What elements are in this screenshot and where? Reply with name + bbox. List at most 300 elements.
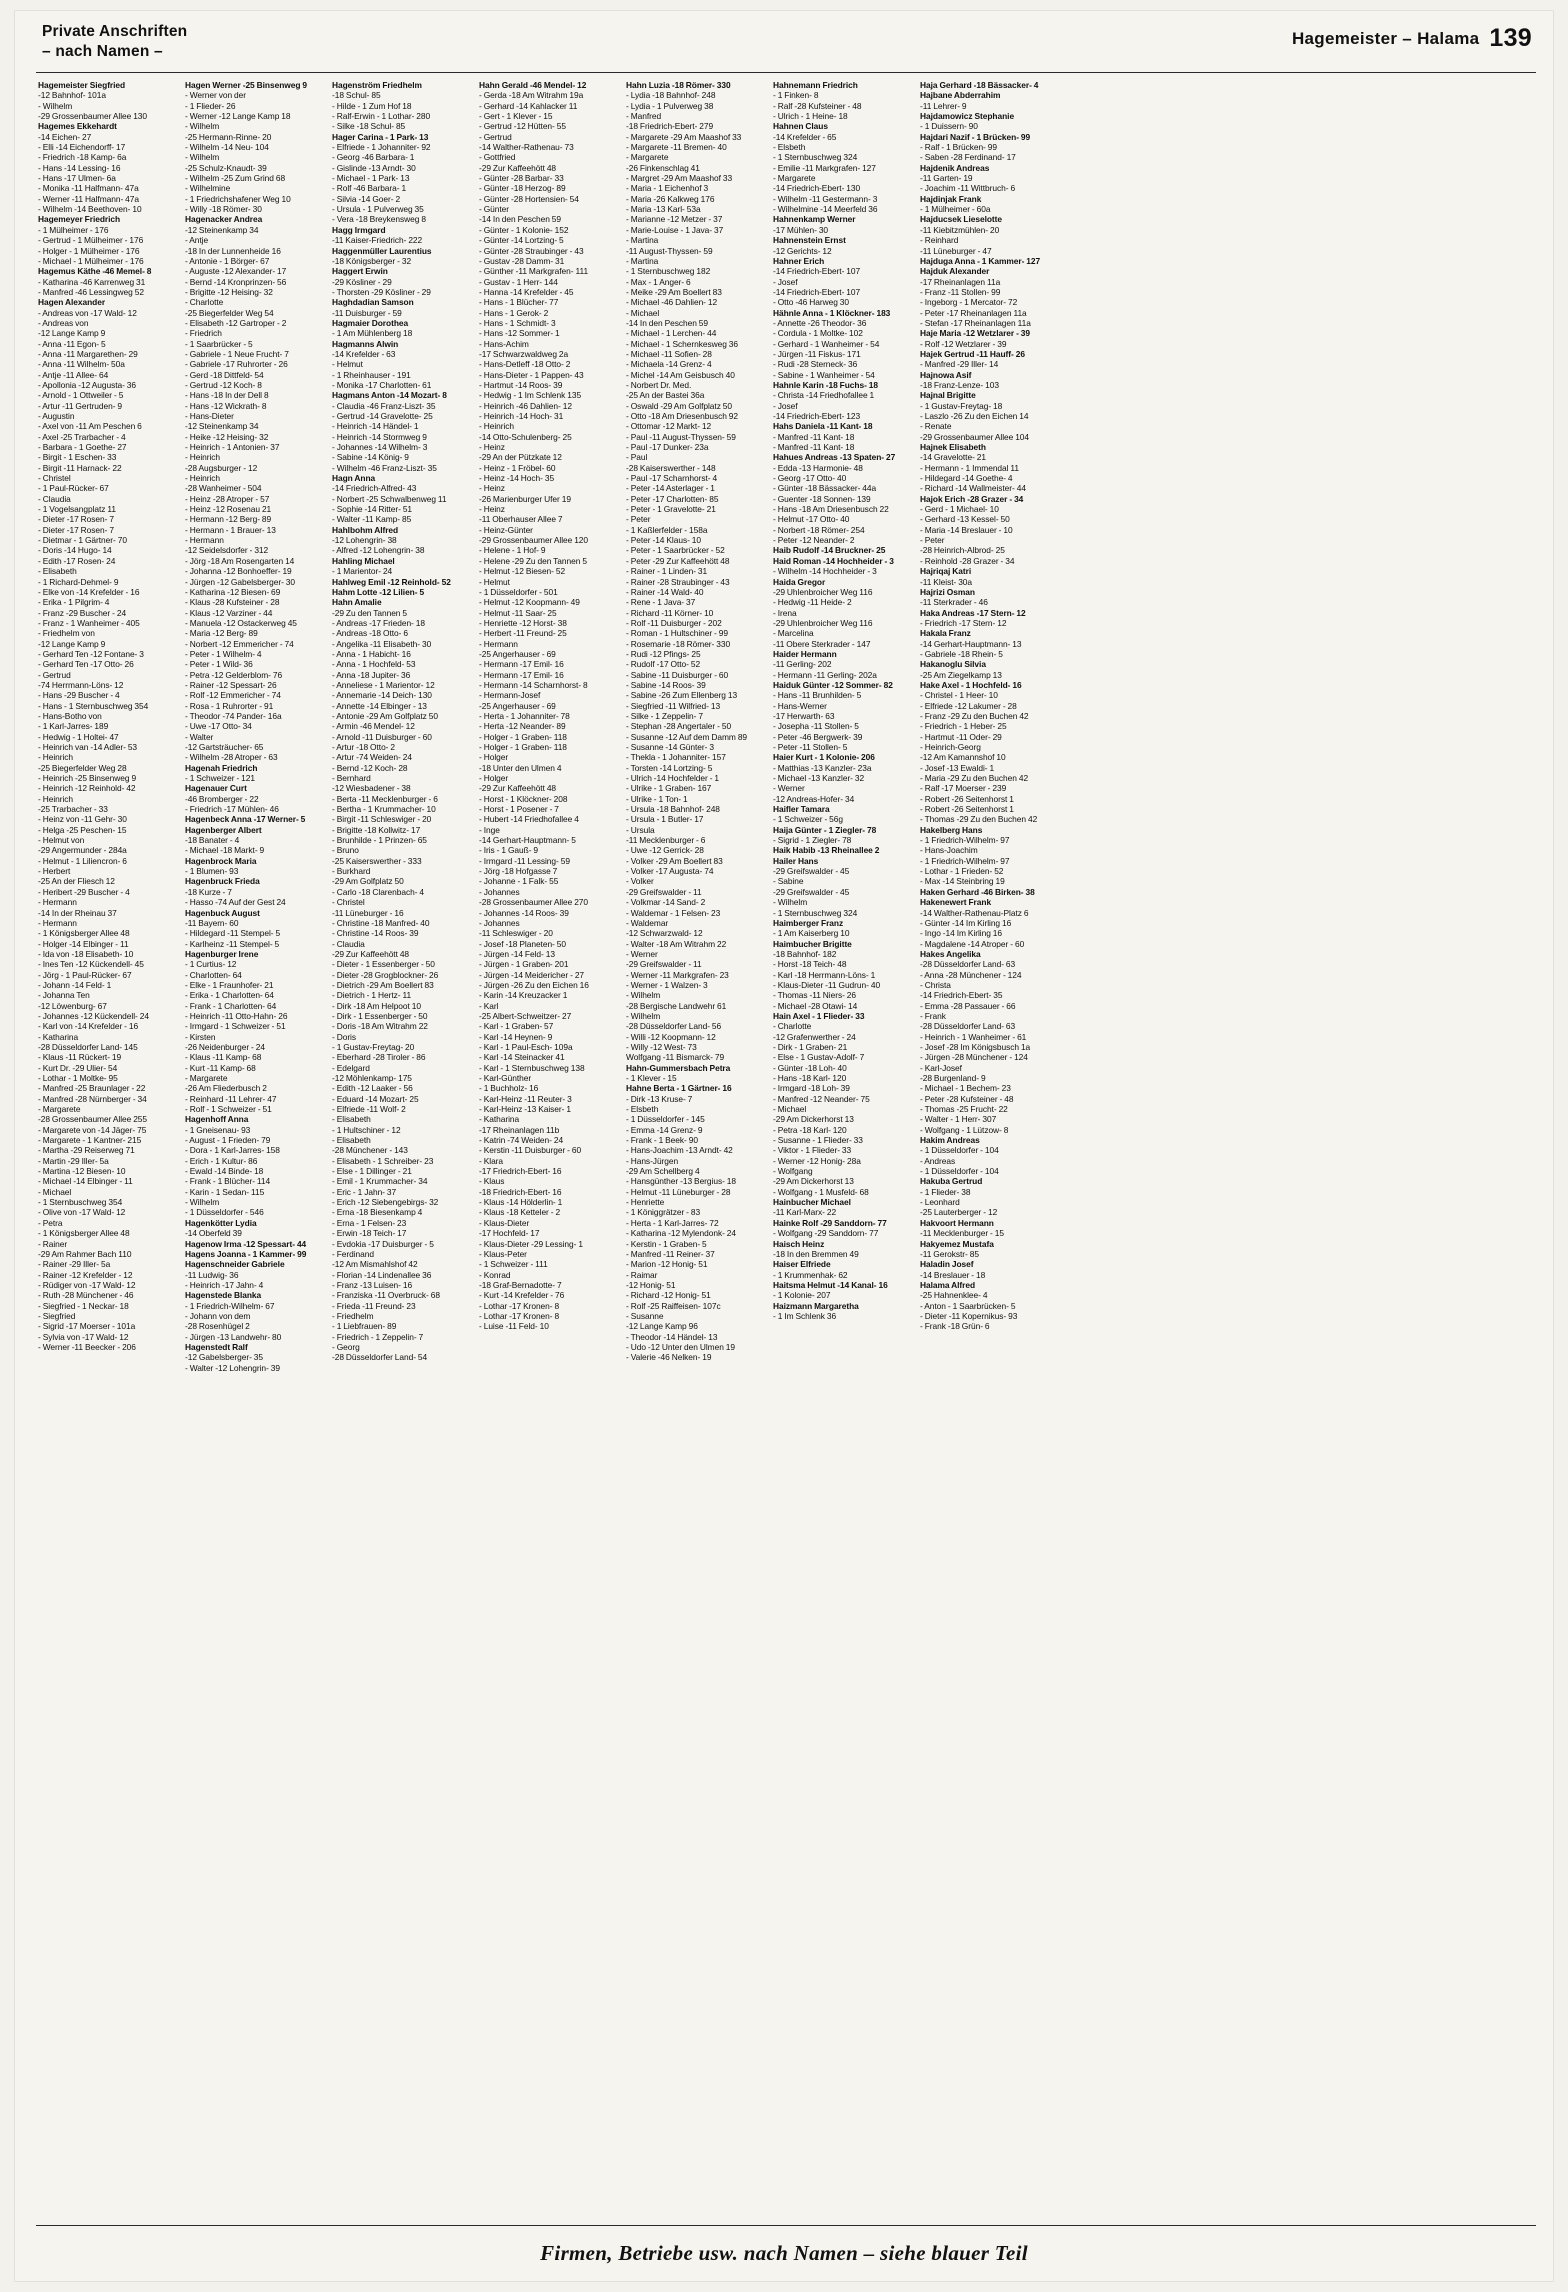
entry-line: -25 Hermann-Rinne- 20 (185, 131, 272, 142)
surname-entry: Hajdari Nazif - 1 Brücken- 99 (920, 131, 1031, 142)
entry-line: - Artur -18 Otto- 2 (332, 742, 396, 752)
entry-line: - Lydia - 1 Pulverweg 38 (626, 100, 714, 111)
entry-line: - Jürgen -14 Feld- 13 (479, 948, 555, 959)
entry-line: - Michael -18 Markt- 9 (185, 845, 265, 856)
surname-entry: Hajok Erich -28 Grazer - 34 (920, 493, 1024, 504)
entry-line: -25 Hahnenklee- 4 (920, 1290, 988, 1301)
entry-line: - Wilhelm -14 Neu- 104 (185, 142, 269, 153)
directory-columns (38, 80, 1536, 2208)
entry-line: - Michel -14 Am Geisbusch 40 (626, 369, 735, 380)
entry-line: - Frank - 1 Charlotten- 64 (185, 1000, 277, 1011)
entry-line: - Eduard -14 Mozart- 25 (332, 1093, 419, 1104)
entry-line: - Walter -18 Am Witrahm 22 (626, 938, 727, 949)
entry-line: - Erika - 1 Pilgrim- 4 (38, 597, 110, 608)
entry-line: -28 Grossenbaumer Allee 270 (479, 897, 589, 908)
entry-line: -29 Uhlenbroicher Weg 116 (773, 617, 873, 628)
entry-line: - Hermann -11 Gerling- 202a (773, 669, 877, 680)
surname-entry: Hakim Andreas (920, 1135, 980, 1146)
entry-line: - Hans -11 Brunhilden- 5 (773, 690, 862, 701)
entry-line: - 1 Sternbuschweg 182 (626, 266, 711, 277)
entry-line: -29 Uhlenbroicher Weg 116 (773, 586, 873, 597)
entry-line: - Helmut -12 Koopmann- 49 (479, 597, 580, 608)
entry-line: - Ursula -18 Bahnhof- 248 (626, 804, 720, 815)
entry-line: - Siegfried (38, 1310, 76, 1321)
surname-entry: Haik Habib -13 Rheinallee 2 (773, 845, 880, 856)
entry-line: -18 Kurze - 7 (185, 886, 232, 897)
entry-line: - Peter -11 Stollen- 5 (773, 742, 848, 752)
entry-line: - Inge (479, 824, 500, 835)
surname-entry: Hailer Hans (773, 855, 819, 866)
entry-line: - 1 Mülheimer - 176 (38, 224, 109, 235)
entry-line: - Kerstin - 1 Graben- 5 (626, 1238, 707, 1249)
entry-line: - 1 Schweizer - 56g (773, 814, 843, 825)
surname-entry: Hajbane Abderrahim (920, 90, 1001, 101)
entry-line: -29 Zur Kaffeehött 48 (479, 162, 557, 173)
entry-line: - Helmut (332, 359, 363, 370)
entry-line: - Wilhelm -46 Franz-Liszt- 35 (332, 462, 437, 473)
surname-entry: Hagenschneider Gabriele (185, 1259, 285, 1270)
entry-line: - 1 Düsseldorfer - 145 (626, 1114, 705, 1125)
surname-entry: Hahner Erich (773, 255, 825, 266)
entry-line: - Ulrich - 1 Heine- 18 (773, 111, 848, 122)
entry-line: - Gerhard - 1 Wanheimer - 54 (773, 338, 880, 349)
entry-line: - Gabriele -17 Ruhrorter - 26 (185, 359, 288, 370)
entry-line: - Lydia -18 Bahnhof- 248 (626, 90, 716, 101)
entry-line: - Siegfried - 1 Neckar- 18 (38, 1300, 129, 1311)
surname-entry: Hahlweg Emil -12 Reinhold- 52 (332, 576, 451, 587)
entry-line: - Margarete - 1 Kantner- 215 (38, 1135, 142, 1146)
entry-line: - Gottfried (479, 152, 516, 163)
entry-line: - Stephan -28 Angertaler - 50 (626, 721, 732, 732)
entry-line: - Hans -17 Ulmen- 6a (38, 173, 116, 184)
entry-line: - Jörg -18 Hofgasse 7 (479, 866, 558, 877)
header-running-head (1292, 24, 1532, 53)
entry-line: -28 Wanheimer - 504 (185, 483, 262, 494)
entry-line: - Franz -13 Luisen- 16 (332, 1279, 413, 1290)
entry-line: - Helmut -11 Saar- 25 (479, 607, 557, 618)
entry-line: - Birgit -11 Harnack- 22 (38, 462, 122, 473)
entry-line: - Helmut von (38, 835, 85, 846)
surname-entry: Haitsma Helmut -14 Kanal- 16 (773, 1279, 888, 1290)
entry-line: - Erna -18 Biesenkamp 4 (332, 1207, 423, 1218)
entry-line: -14 Friedrich-Ebert- 123 (773, 411, 861, 421)
entry-line: - Theodor -74 Pander- 16a (185, 710, 282, 721)
entry-line: - Joachim -11 Wittbruch- 6 (920, 183, 1016, 194)
entry-line: - Wilhelm (185, 1197, 220, 1208)
entry-line: - Rainer -29 Iller- 5a (38, 1259, 111, 1270)
header-name-range: Hagemeister – Halama (1291, 29, 1480, 48)
entry-line: - Wilhelm -25 Zum Grind 68 (185, 173, 286, 184)
entry-line: - Charlotte (185, 297, 224, 308)
entry-line: -29 Am Golfplatz 50 (332, 876, 404, 887)
entry-line: - Hermann (479, 638, 518, 649)
entry-line: - Maria - 1 Eichenhof 3 (626, 183, 709, 194)
entry-line: - Karl - 1 Paul-Esch- 109a (479, 1041, 573, 1052)
entry-line: - Martin -29 Iller- 5a (38, 1155, 109, 1166)
entry-line: - Ralf-Erwin - 1 Lothar- 280 (332, 111, 431, 122)
entry-line: - Dieter -28 Grogblockner- 26 (332, 969, 439, 980)
entry-line: - Heinz (479, 504, 505, 515)
entry-line: - Heinrich (479, 421, 515, 432)
entry-line: - Brigitte -12 Heising- 32 (185, 286, 273, 297)
entry-line: - Anneliese - 1 Marientor- 12 (332, 679, 435, 690)
entry-line: -12 Gerichts- 12 (773, 245, 832, 256)
entry-line: -14 Eichen- 27 (38, 131, 92, 142)
entry-line: - Doris -14 Hugo- 14 (38, 545, 112, 556)
entry-line: - Horst - 1 Klöckner- 208 (479, 793, 568, 804)
entry-line: - Herta - 1 Karl-Jarres- 72 (626, 1217, 719, 1228)
surname-entry: Hajek Gertrud -11 Hauff- 26 (920, 348, 1025, 359)
entry-line: - Rainer -12 Krefelder - 12 (38, 1269, 133, 1280)
entry-line: - Hanna -14 Krefelder - 45 (479, 286, 574, 297)
entry-line: - Rolf -11 Duisburger - 202 (626, 617, 722, 628)
entry-line: - Johanne - 1 Falk- 55 (479, 876, 559, 887)
entry-line: - Frank - 1 Beek- 90 (626, 1135, 698, 1146)
entry-line: - Antonie -29 Am Golfplatz 50 (332, 710, 438, 721)
entry-line: -11 Sterkrader - 46 (920, 597, 988, 608)
entry-line: - Robert -26 Seitenhorst 1 (920, 804, 1014, 815)
entry-line: - Karin -14 Kreuzacker 1 (479, 990, 568, 1001)
surname-entry: Hainke Rolf -29 Sanddorn- 77 (773, 1217, 887, 1228)
surname-entry: Hagenhoff Anna (185, 1114, 249, 1125)
entry-line: - Gabriele - 1 Neue Frucht- 7 (185, 348, 289, 359)
entry-line: - Dieter -17 Rosen- 7 (38, 514, 114, 525)
entry-line: - Silke - 1 Zeppelin- 7 (626, 710, 703, 721)
surname-entry: Hagg Irmgard (332, 224, 386, 235)
entry-line: - Dieter -17 Rosen- 7 (38, 524, 114, 535)
entry-line: - Friedhelm von (38, 628, 95, 639)
entry-line: - Oswald -29 Am Golfplatz 50 (626, 400, 733, 411)
entry-line: - Gabriele -18 Rhein- 5 (920, 648, 1003, 659)
surname-entry: Hahling Michael (332, 555, 395, 566)
entry-line: - Manfred -25 Braunlager - 22 (38, 1083, 146, 1094)
surname-entry: Hakelberg Hans (920, 824, 983, 835)
entry-line: - Sabine -14 König- 9 (332, 452, 409, 463)
entry-line: - Claudia (38, 493, 71, 504)
surname-entry: Hagenstede Blanka (185, 1290, 262, 1301)
entry-line: - Klaus -28 Kufsteiner - 28 (185, 597, 280, 608)
entry-line: - Hans -12 Wickrath- 8 (185, 400, 267, 411)
entry-line: - Günter -28 Hortensien- 54 (479, 193, 579, 204)
entry-line: - Irmgard - 1 Schweizer - 51 (185, 1021, 286, 1032)
entry-line: - Erich - 1 Kultur- 86 (185, 1155, 258, 1166)
entry-line: - 1 Düsseldorfer - 546 (185, 1207, 264, 1218)
entry-line: - Günter -28 Barbar- 33 (479, 173, 564, 184)
entry-line: - Matthias -13 Kanzler- 23a (773, 762, 872, 773)
entry-line: - Jürgen -11 Fiskus- 171 (773, 348, 861, 359)
entry-line: - Karl-Heinz -11 Reuter- 3 (479, 1093, 572, 1104)
entry-line: - Gerhard -14 Kahlacker 11 (479, 100, 578, 111)
entry-line: - Walter - 1 Herr- 307 (920, 1114, 997, 1125)
entry-line: - Hans -12 Sommer- 1 (479, 328, 560, 339)
entry-line: - Helmut -12 Biesen- 52 (479, 566, 566, 577)
entry-line: - Rolf - 1 Schweizer - 51 (185, 1104, 272, 1115)
entry-line: - Hasso -74 Auf der Gest 24 (185, 897, 286, 908)
entry-line: - Hans - 1 Blücher- 77 (479, 297, 559, 308)
entry-line: - Emilie -11 Markgrafen- 127 (773, 162, 876, 173)
entry-line: - Artur -11 Gertruden- 9 (38, 400, 123, 411)
entry-line: - Artur -74 Weiden- 24 (332, 752, 412, 763)
entry-line: -25 Angerhauser - 69 (479, 700, 556, 711)
entry-line: - Anna - 1 Hochfeld- 53 (332, 659, 416, 670)
entry-line: - Klaus -12 Varziner - 44 (185, 607, 273, 618)
entry-line: -12 Löwenburg- 67 (38, 1000, 107, 1011)
col-6 (773, 80, 920, 2208)
entry-line: - Monika -11 Halfmann- 47a (38, 183, 139, 194)
entry-line: - Barbara - 1 Goethe- 27 (38, 442, 127, 453)
entry-line: - Thomas -25 Frucht- 22 (920, 1104, 1008, 1115)
entry-line: - Doris -18 Am Witrahm 22 (332, 1021, 428, 1032)
entry-line: - Ulrich -14 Hochfelder - 1 (626, 773, 720, 784)
entry-line: - Ida von -18 Elisabeth- 10 (38, 948, 134, 959)
surname-entry: Hagenburger Irene (185, 948, 259, 959)
entry-line: - Wilhelm (185, 152, 220, 163)
entry-line: -14 Gerhart-Hauptmann- 13 (920, 638, 1022, 649)
surname-entry: Hajdinjak Frank (920, 193, 982, 204)
entry-line: - Peter (920, 535, 945, 546)
entry-line: - Günter -18 Bässacker- 44a (773, 483, 877, 494)
entry-line: - Kurt Dr. -29 Ulier- 54 (38, 1062, 118, 1073)
entry-line: - Waldemar - 1 Felsen- 23 (626, 907, 721, 918)
entry-line: - Hans-Detleff -18 Otto- 2 (479, 359, 571, 370)
entry-line: - 1 Sternbuschweg 324 (773, 152, 858, 163)
entry-line: - Peter - 1 Gravelotte- 21 (626, 504, 716, 515)
surname-entry: Hahlbohm Alfred (332, 524, 399, 535)
entry-line: -29 Grossenbaumer Allee 120 (479, 535, 589, 546)
entry-line: - Willy -18 Römer- 30 (185, 204, 262, 215)
entry-line: -11 Karl-Marx- 22 (773, 1207, 837, 1218)
entry-line: - Jürgen -28 Münchener - 124 (920, 1052, 1028, 1063)
entry-line: - 1 Flieder- 26 (185, 100, 236, 111)
entry-line: -11 Garten- 19 (920, 173, 973, 184)
entry-line: -25 Albert-Schweitzer- 27 (479, 1010, 572, 1021)
entry-line: - Gerd - 1 Michael- 10 (920, 504, 999, 515)
entry-line: - Doris (332, 1031, 357, 1042)
entry-line: -28 Münchener - 143 (332, 1145, 408, 1156)
entry-line: - Monika -17 Charlotten- 61 (332, 379, 432, 390)
entry-line: - Hartmut -11 Oder- 29 (920, 731, 1002, 742)
entry-line: -29 An der Pützkate 12 (479, 452, 562, 463)
surname-entry: Hagenström Friedhelm (332, 80, 422, 90)
entry-line: - Margarete -29 Am Maashof 33 (626, 131, 742, 142)
entry-line: -29 Am Dickerhorst 13 (773, 1114, 854, 1125)
entry-line: - Christel (38, 473, 71, 484)
entry-line: - Heinrich (38, 752, 74, 763)
entry-line: - Henriette -12 Horst- 38 (479, 617, 567, 628)
surname-entry: Hagn Anna (332, 473, 376, 484)
entry-line: - Josef -18 Planeten- 50 (479, 938, 566, 949)
entry-line: - Manfred -11 Reiner- 37 (626, 1248, 715, 1259)
entry-line: - 1 Königsberger Allee 48 (38, 1228, 130, 1239)
entry-line: - Hans -18 Karl- 120 (773, 1073, 847, 1083)
surname-entry: Hakes Angelika (920, 948, 981, 959)
entry-line: - 1 Sternbuschweg 354 (38, 1197, 123, 1208)
entry-line: - Richard -14 Wallmeister- 44 (920, 483, 1026, 494)
entry-line: - Dirk - 1 Graben- 21 (773, 1041, 848, 1052)
entry-line: -14 Friedrich-Ebert- 35 (920, 990, 1003, 1001)
entry-line: - Peter -14 Asterlager - 1 (626, 483, 715, 494)
entry-line: - 1 Königgrätzer - 83 (626, 1207, 701, 1218)
entry-line: - Heinrich - 1 Antonien- 37 (185, 442, 280, 453)
header-section-title (42, 22, 187, 62)
entry-line: - Peter (626, 514, 651, 525)
entry-line: -12 Lange Kamp 9 (38, 328, 106, 339)
entry-line: -18 Bahnhof- 182 (773, 948, 837, 959)
entry-line: - Heinrich (185, 452, 221, 463)
entry-line: - Klara (479, 1155, 504, 1166)
entry-line: - Michael - 1 Park- 13 (332, 173, 410, 184)
entry-line: -14 Krefelder - 65 (773, 131, 837, 142)
entry-line: - Wolfgang - 1 Musfeld- 68 (773, 1186, 869, 1197)
entry-line: - Willy -12 West- 73 (626, 1041, 697, 1052)
entry-line: -17 Rheinanlagen 11b (479, 1124, 560, 1135)
entry-line: - 1 Klever - 15 (626, 1073, 677, 1083)
entry-line: - Wilhelmine (185, 183, 231, 194)
entry-line: - 1 Am Mühlenberg 18 (332, 328, 413, 339)
entry-line: - Helmut - 1 Liliencron- 6 (38, 855, 127, 866)
entry-line: - Petra (38, 1217, 63, 1228)
entry-line: - Edith -12 Laaker - 56 (332, 1083, 413, 1094)
entry-line: - Andreas von (38, 317, 89, 328)
entry-line: - Helene - 1 Hof- 9 (479, 545, 546, 556)
entry-line: - Emma -14 Grenz- 9 (626, 1124, 703, 1135)
entry-line: - Klaus -14 Hölderlin- 1 (479, 1197, 563, 1208)
entry-line: -14 In den Peschen 59 (479, 214, 562, 225)
entry-line: - 1 Mülheimer - 60a (920, 204, 991, 215)
entry-line: - 1 Blumen- 93 (185, 866, 239, 877)
col-3 (332, 80, 479, 2208)
entry-line: - Lothar - 1 Moltke- 95 (38, 1073, 118, 1083)
surname-entry: Haggenmüller Laurentius (332, 245, 432, 256)
entry-line: - Klaus -11 Rückert- 19 (38, 1052, 122, 1063)
entry-line: - Berta -11 Mecklenburger - 6 (332, 793, 438, 804)
entry-line: -25 An der Bastei 36a (626, 390, 705, 401)
surname-entry: Hagenauer Curt (185, 783, 247, 794)
entry-line: -12 Möhlenkamp- 175 (332, 1073, 412, 1083)
surname-entry: Haida Gregor (773, 576, 826, 587)
entry-line: - Karlheinz -11 Stempel- 5 (185, 938, 280, 949)
entry-line: - Hedwig -11 Heide- 2 (773, 597, 852, 608)
entry-line: - Heinrich (185, 473, 221, 484)
entry-line: - Gustav -28 Damm- 31 (479, 255, 565, 266)
entry-line: - Manuela -12 Ostackerweg 45 (185, 617, 297, 628)
entry-line: - Anna -28 Münchener - 124 (920, 969, 1022, 980)
entry-line: - Kurt -11 Kamp- 68 (185, 1062, 256, 1073)
entry-line: - Renate (920, 421, 952, 432)
entry-line: - Sigrid - 1 Ziegler- 78 (773, 835, 852, 846)
entry-line: -14 Friedrich-Ebert- 130 (773, 183, 861, 194)
entry-line: - Michaela -14 Grenz- 4 (626, 359, 712, 370)
entry-line: - Elfriede -11 Wolf- 2 (332, 1104, 406, 1115)
entry-line: - Werner -11 Beecker - 206 (38, 1341, 136, 1352)
entry-line: - Holger (479, 752, 509, 763)
entry-line: - Ralf -17 Moerser - 239 (920, 783, 1007, 794)
entry-line: - Susanne -12 Auf dem Damm 89 (626, 731, 748, 742)
entry-line: - Thomas -29 Zu den Buchen 42 (920, 814, 1038, 825)
entry-line: -11 Obere Sterkrader - 147 (773, 638, 871, 649)
entry-line: - Margarete (38, 1104, 81, 1115)
entry-line: - 1 Kaßlerfelder - 158a (626, 524, 708, 535)
surname-entry: Hain Axel - 1 Flieder- 33 (773, 1010, 865, 1021)
entry-line: - Robert -26 Seitenhorst 1 (920, 793, 1014, 804)
entry-line: - Peter - 1 Wild- 36 (185, 659, 253, 670)
entry-line: -11 Bayern- 60 (185, 917, 239, 928)
entry-line: - Apollonia -12 Augusta- 36 (38, 379, 137, 390)
entry-line: - Paul -17 Scharnhorst- 4 (626, 473, 718, 484)
surname-entry: Hahnen Claus (773, 121, 828, 132)
entry-line: - Sabine -14 Roos- 39 (626, 679, 706, 690)
entry-line: - Karl - 1 Sternbuschweg 138 (479, 1062, 585, 1073)
entry-line: - Jürgen -14 Meidericher - 27 (479, 969, 585, 980)
entry-line: - Edith -17 Rosen- 24 (38, 555, 116, 566)
surname-entry: Haimbucher Brigitte (773, 938, 852, 949)
entry-line: -28 Düsseldorfer Land- 63 (920, 1021, 1016, 1032)
entry-line: - Johanna Ten (38, 990, 90, 1001)
entry-line: - Auguste -12 Alexander- 17 (185, 266, 287, 277)
entry-line: - Florian -14 Lindenallee 36 (332, 1269, 432, 1280)
surname-entry: Hakyemez Mustafa (920, 1238, 994, 1249)
entry-line: - Maria -29 Zu den Buchen 42 (920, 773, 1029, 784)
footer-note: Firmen, Betriebe usw. nach Namen – siehe blauer Teil (540, 2241, 1028, 2265)
surname-entry: Hagmaier Dorothea (332, 317, 409, 328)
entry-line: -29 Zu den Tannen 5 (332, 607, 407, 618)
entry-line: - Wilhelm (626, 990, 661, 1001)
entry-line: - Dieter - 1 Essenberger - 50 (332, 959, 435, 970)
entry-line: - Rolf -25 Raiffeisen- 107c (626, 1300, 721, 1311)
entry-line: -14 Friedrich-Ebert- 107 (773, 286, 861, 297)
entry-line: - Heribert -29 Buscher - 4 (38, 886, 130, 897)
entry-line: - Magdalene -14 Atroper - 60 (920, 938, 1025, 949)
entry-line: - Heinrich (38, 793, 74, 804)
entry-line: - Elsbeth (626, 1104, 659, 1115)
entry-line: - Margarete (185, 1073, 228, 1083)
surname-entry: Haiser Elfriede (773, 1259, 831, 1270)
surname-entry: Hahs Daniela -11 Kant- 18 (773, 421, 873, 432)
entry-line: - Irmgard -18 Loh- 39 (773, 1083, 850, 1094)
header-title-line2: – nach Namen – (42, 43, 163, 61)
entry-line: - Erich -12 Siebengebirgs- 32 (332, 1197, 439, 1208)
entry-line: - Ewald -14 Binde- 18 (185, 1166, 264, 1177)
entry-line: -12 Steinenkamp 34 (185, 224, 259, 235)
entry-line: -12 Lange Kamp 9 (38, 638, 106, 649)
entry-line: - Karin - 1 Sedan- 115 (185, 1186, 265, 1197)
entry-line: -11 Lüneburger - 47 (920, 245, 992, 256)
entry-line: - Horst -18 Teich- 48 (773, 959, 847, 970)
entry-line: -14 Krefelder - 63 (332, 348, 396, 359)
entry-line: - Eberhard -28 Tiroler - 86 (332, 1052, 426, 1063)
entry-line: - Herbert -11 Freund- 25 (479, 628, 567, 639)
entry-line: -29 Angermunder - 284a (38, 845, 127, 856)
entry-line: -29 Greifswalder - 45 (773, 886, 850, 897)
surname-entry: Haifler Tamara (773, 804, 830, 815)
entry-line: - Franz -11 Stollen- 99 (920, 286, 1001, 297)
surname-entry: Hagenbeck Anna -17 Werner- 5 (185, 814, 306, 825)
entry-line: - Gertrud -12 Koch- 8 (185, 379, 262, 390)
entry-line: - Elfriede - 1 Johanniter- 92 (332, 142, 431, 153)
entry-line: - Katrin -74 Weiden- 24 (479, 1135, 564, 1146)
entry-line: - Frank - 1 Blücher- 114 (185, 1176, 271, 1187)
entry-line: - Heinz von -11 Gehr- 30 (38, 814, 127, 825)
entry-line: - Günter -18 Loh- 40 (773, 1062, 847, 1073)
entry-line: - Helmut (479, 576, 510, 587)
entry-line: -29 Am Dickerhorst 13 (773, 1176, 854, 1187)
entry-line: - 1 Gustav-Freytag- 18 (920, 400, 1003, 411)
entry-line: - Rolf -46 Barbara- 1 (332, 183, 407, 194)
surname-entry: Hagenstedt Ralf (185, 1341, 248, 1352)
entry-line: - Gertrud - 1 Mülheimer - 176 (38, 235, 144, 246)
entry-line: - Karl -14 Steinacker 41 (479, 1052, 565, 1063)
entry-line: - 1 Flieder- 38 (920, 1186, 971, 1197)
